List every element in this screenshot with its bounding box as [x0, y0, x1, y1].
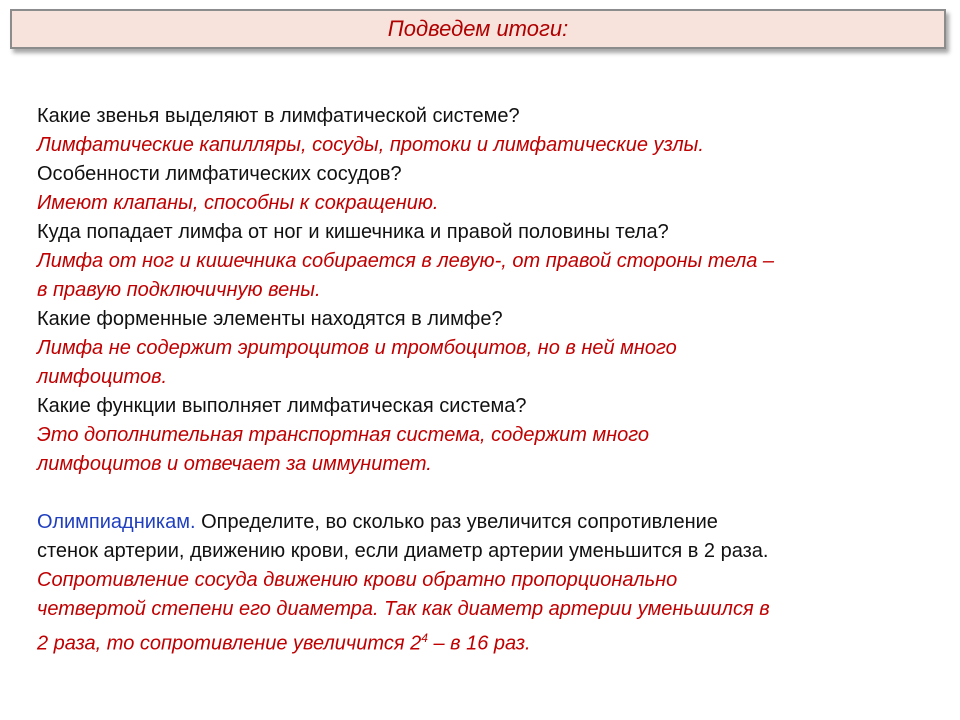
olympiad-label: Олимпиадникам. — [37, 511, 196, 533]
answer-3-line-2: в правую подключичную вены. — [37, 279, 321, 301]
spacer — [37, 479, 937, 508]
page-title: Подведем итоги: — [387, 16, 569, 41]
olympiad-answer-suffix: – в 16 раз. — [427, 632, 531, 655]
olympiad-question-text: Определите, во сколько раз увеличится сопротивление — [195, 511, 718, 533]
question-1: Какие звенья выделяют в лимфатической системе? — [37, 105, 520, 127]
olympiad-question-line-2: стенок артерии, движению крови, если диаметр артерии уменьшится в 2 раза. — [37, 540, 769, 562]
question-5: Какие функции выполняет лимфатическая система? — [37, 395, 527, 417]
title-banner — [10, 9, 946, 49]
answer-2-line-1: Имеют клапаны, способны к сокращению. — [37, 192, 439, 214]
answer-3-line-1: Лимфа от ног и кишечника собирается в левую-, от правой стороны тела – — [37, 250, 775, 272]
answer-5-line-2: лимфоцитов и отвечает за иммунитет. — [37, 453, 432, 475]
olympiad-question-line-1 — [37, 508, 937, 537]
slide-content — [37, 102, 937, 659]
question-2: Особенности лимфатических сосудов? — [37, 163, 402, 185]
answer-4-line-2: лимфоцитов. — [37, 366, 168, 388]
answer-4-line-1: Лимфа не содержит эритроцитов и тромбоцитов, но в ней много — [37, 337, 677, 359]
olympiad-answer-exponent: 4 — [421, 631, 428, 645]
answer-1-line-1: Лимфатические капилляры, сосуды, протоки и лимфатические узлы. — [37, 134, 704, 156]
olympiad-answer-line-3 — [37, 624, 937, 659]
question-4: Какие форменные элементы находятся в лимфе? — [37, 308, 503, 330]
olympiad-answer-line-1: Сопротивление сосуда движению крови обратно пропорционально — [37, 569, 678, 591]
olympiad-answer-prefix: 2 раза, то сопротивление увеличится 2 — [37, 632, 422, 655]
answer-5-line-1: Это дополнительная транспортная система, содержит много — [37, 424, 650, 446]
question-3: Куда попадает лимфа от ног и кишечника и правой половины тела? — [37, 221, 669, 243]
olympiad-answer-line-2: четвертой степени его диаметра. Так как диаметр артерии уменьшился в — [37, 598, 770, 620]
